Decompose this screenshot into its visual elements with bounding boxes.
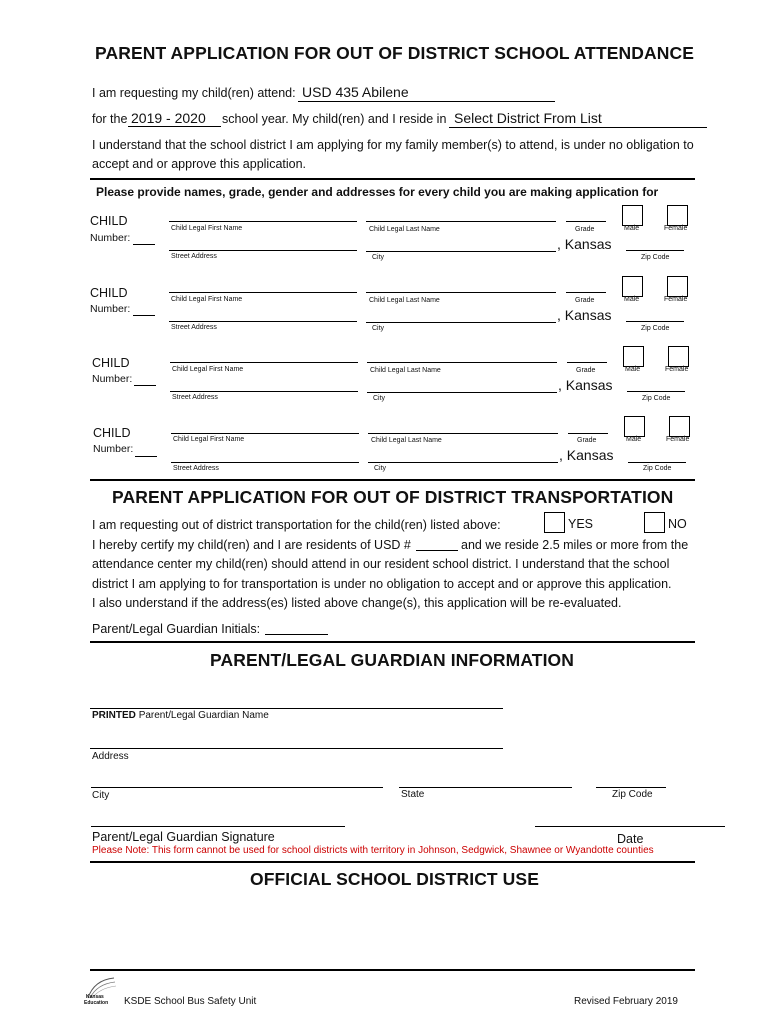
certify-text-b: and we reside 2.5 miles or more from the [461, 538, 689, 552]
initials-field[interactable] [265, 634, 328, 635]
child-number-line [135, 456, 157, 457]
male-label: Male [625, 366, 641, 373]
resident-district-select[interactable]: Select District From List [454, 110, 602, 126]
transport-text-5: I also understand if the address(es) listed above change(s), this application will be re-evaluated. [92, 596, 622, 610]
year-prefix: for the [92, 112, 128, 126]
male-label: Male [624, 296, 640, 303]
child-number-label: Number: [92, 373, 133, 385]
grade-field[interactable] [568, 433, 608, 434]
grade-field[interactable] [567, 362, 607, 363]
zip-field[interactable] [626, 250, 684, 251]
male-label: Male [624, 225, 640, 232]
street-label: Street Address [172, 394, 218, 401]
zip-label: Zip Code [612, 789, 653, 800]
transport-title: PARENT APPLICATION FOR OUT OF DISTRICT TRANSPORTATION [112, 487, 674, 507]
request-label: I am requesting my child(ren) attend: [92, 86, 296, 100]
city-label: City [372, 325, 385, 332]
street-label: Street Address [171, 324, 217, 331]
grade-label: Grade [575, 226, 595, 233]
first-name-field[interactable] [170, 362, 358, 363]
children-header: Please provide names, grade, gender and addresses for every child you are making application for [96, 185, 659, 199]
resident-district-line [449, 127, 707, 128]
understand-text-2: accept and or approve this application. [92, 157, 307, 171]
child-label: CHILD [92, 356, 130, 370]
zip-field[interactable] [628, 462, 686, 463]
address-label: Address [92, 751, 129, 762]
street-field[interactable] [170, 391, 358, 392]
child-number-label: Number: [90, 303, 131, 315]
logo-text-top: Kansas [86, 994, 104, 1000]
section-divider [90, 178, 695, 180]
state-label: State [401, 789, 425, 800]
last-name-field[interactable] [368, 433, 558, 434]
state-value: , Kansas [557, 236, 612, 252]
female-label: Female [664, 296, 688, 303]
city-field[interactable] [366, 322, 556, 323]
child-number-label: Number: [93, 443, 134, 455]
city-field[interactable] [368, 462, 558, 463]
footer-unit: KSDE School Bus Safety Unit [124, 996, 257, 1007]
street-field[interactable] [171, 462, 359, 463]
zip-field[interactable] [626, 321, 684, 322]
year-middle-text: school year. My child(ren) and I reside in [222, 112, 447, 126]
grade-field[interactable] [566, 221, 606, 222]
section-divider [90, 641, 695, 643]
female-label: Female [665, 366, 689, 373]
city-label: City [374, 465, 387, 472]
last-name-field[interactable] [367, 362, 557, 363]
zip-label: Zip Code [641, 325, 670, 332]
first-name-field[interactable] [171, 433, 359, 434]
transport-yes-label: YES [568, 517, 594, 531]
female-label: Female [664, 225, 688, 232]
guardian-name-field[interactable] [90, 708, 503, 709]
zip-label: Zip Code [643, 465, 672, 472]
state-value: , Kansas [557, 307, 612, 323]
female-checkbox[interactable] [668, 346, 689, 367]
child-number-line [133, 244, 155, 245]
city-label: City [92, 790, 110, 801]
child-number-line [133, 315, 155, 316]
street-label: Street Address [173, 465, 219, 472]
first-name-label: Child Legal First Name [172, 366, 244, 373]
transport-no-label: NO [668, 517, 687, 531]
footer-revised: Revised February 2019 [574, 996, 678, 1007]
zip-label: Zip Code [641, 254, 670, 261]
grade-label: Grade [575, 297, 595, 304]
signature-label: Parent/Legal Guardian Signature [92, 830, 275, 844]
transport-request: I am requesting out of district transportation for the child(ren) listed above: [92, 518, 501, 532]
certify-text-a: I hereby certify my child(ren) and I are residents of USD # [92, 538, 411, 552]
city-field[interactable] [366, 251, 556, 252]
female-checkbox[interactable] [667, 205, 688, 226]
understand-text-1: I understand that the school district I am applying for my family member(s) to attend, is under no obligation to [92, 138, 694, 152]
requested-district-line [298, 101, 555, 102]
last-name-field[interactable] [366, 292, 556, 293]
date-field[interactable] [535, 826, 725, 827]
last-name-label: Child Legal Last Name [369, 226, 440, 233]
male-checkbox[interactable] [622, 276, 643, 297]
state-field[interactable] [399, 787, 572, 788]
city-field[interactable] [367, 392, 557, 393]
page-title: PARENT APPLICATION FOR OUT OF DISTRICT SCHOOL ATTENDANCE [95, 43, 694, 63]
street-label: Street Address [171, 253, 217, 260]
male-checkbox[interactable] [622, 205, 643, 226]
first-name-field[interactable] [169, 221, 357, 222]
zip-field[interactable] [596, 787, 666, 788]
school-year-line [128, 126, 221, 127]
child-label: CHILD [90, 214, 128, 228]
female-checkbox[interactable] [667, 276, 688, 297]
city-label: City [373, 395, 386, 402]
section-divider [90, 479, 695, 481]
child-label: CHILD [93, 426, 131, 440]
state-value: , Kansas [559, 447, 614, 463]
school-year-value[interactable]: 2019 - 2020 [131, 110, 206, 126]
street-field[interactable] [169, 321, 357, 322]
signature-field[interactable] [91, 826, 345, 827]
first-name-label: Child Legal First Name [173, 436, 245, 443]
guardian-title: PARENT/LEGAL GUARDIAN INFORMATION [210, 650, 574, 670]
zip-field[interactable] [627, 391, 685, 392]
zip-label: Zip Code [642, 395, 671, 402]
first-name-label: Child Legal First Name [171, 225, 243, 232]
city-label: City [372, 254, 385, 261]
last-name-label: Child Legal Last Name [370, 367, 441, 374]
child-number-label: Number: [90, 232, 131, 244]
guardian-name-label: PRINTED Parent/Legal Guardian Name [92, 710, 269, 721]
state-value: , Kansas [558, 377, 613, 393]
section-divider [90, 861, 695, 863]
transport-yes-checkbox[interactable] [544, 512, 565, 533]
county-note: Please Note: This form cannot be used for school districts with territory in Johnson, Sedgwick, Shawnee or Wyandotte counties [92, 845, 654, 856]
initials-label: Parent/Legal Guardian Initials: [92, 622, 261, 636]
transport-no-checkbox[interactable] [644, 512, 665, 533]
grade-label: Grade [577, 437, 597, 444]
grade-label: Grade [576, 367, 596, 374]
address-field[interactable] [90, 748, 503, 749]
grade-field[interactable] [566, 292, 606, 293]
female-checkbox[interactable] [669, 416, 690, 437]
ksde-logo [84, 976, 120, 1006]
city-field[interactable] [91, 787, 383, 788]
last-name-label: Child Legal Last Name [369, 297, 440, 304]
transport-text-4: district I am applying to for transportation is under no obligation to accept and or approve this application. [92, 577, 672, 591]
child-label: CHILD [90, 286, 128, 300]
last-name-field[interactable] [366, 221, 556, 222]
male-checkbox[interactable] [624, 416, 645, 437]
male-label: Male [626, 436, 642, 443]
child-number-line [134, 385, 156, 386]
first-name-field[interactable] [169, 292, 357, 293]
street-field[interactable] [169, 250, 357, 251]
footer-divider [90, 969, 695, 971]
first-name-label: Child Legal First Name [171, 296, 243, 303]
date-label: Date [617, 832, 644, 846]
last-name-label: Child Legal Last Name [371, 437, 442, 444]
logo-text-bottom: Education [84, 1000, 109, 1006]
official-title: OFFICIAL SCHOOL DISTRICT USE [250, 869, 539, 889]
transport-text-3: attendance center my child(ren) should attend in our resident school district. I understand that the school [92, 557, 670, 571]
requested-district-value[interactable]: USD 435 Abilene [302, 84, 409, 100]
usd-number-field[interactable] [416, 550, 458, 551]
female-label: Female [666, 436, 690, 443]
male-checkbox[interactable] [623, 346, 644, 367]
